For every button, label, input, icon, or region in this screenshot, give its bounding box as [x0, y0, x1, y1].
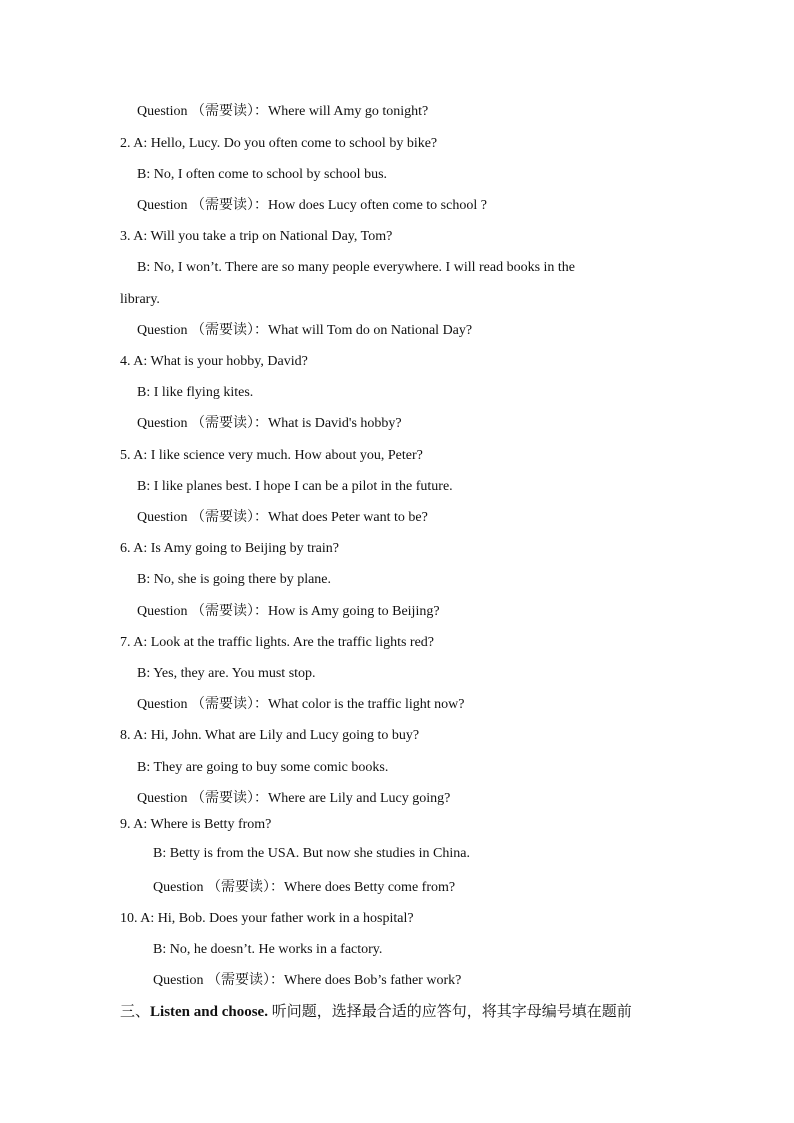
dialog-4-a: 4. A: What is your hobby, David? — [120, 354, 308, 369]
question-7: Question （需要读）：What color is the traffic light now? — [137, 697, 465, 712]
dialog-2-a: 2. A: Hello, Lucy. Do you often come to school by bike? — [120, 136, 438, 151]
question-4: Question （需要读）：What is David's hobby? — [137, 416, 402, 431]
dialog-3-a: 3. A: Will you take a trip on National Day, Tom? — [120, 229, 393, 244]
question-10: Question （需要读）：Where does Bob’s father work? — [153, 973, 462, 988]
section-3-title: Listen and choose. — [150, 1004, 268, 1020]
dialog-2-b: B: No, I often come to school by school bus. — [137, 167, 388, 182]
dialog-5-a: 5. A: I like science very much. How about you, Peter? — [120, 448, 423, 463]
question-9: Question （需要读）：Where does Betty come from? — [153, 880, 456, 895]
question-3: Question （需要读）：What will Tom do on National Day? — [137, 323, 473, 338]
dialog-6-b: B: No, she is going there by plane. — [137, 572, 332, 587]
question-6: Question （需要读）：How is Amy going to Beijing? — [137, 604, 440, 619]
question-1: Question （需要读）：Where will Amy go tonight? — [137, 104, 429, 119]
dialog-7-b: B: Yes, they are. You must stop. — [137, 666, 316, 681]
dialog-8-b: B: They are going to buy some comic books. — [137, 760, 389, 775]
dialog-10-a: 10. A: Hi, Bob. Does your father work in a hospital? — [120, 911, 414, 926]
section-3-prefix: 三、 — [120, 1004, 151, 1020]
dialog-8-a: 8. A: Hi, John. What are Lily and Lucy going to buy? — [120, 728, 420, 743]
dialog-10-b: B: No, he doesn’t. He works in a factory. — [153, 942, 383, 957]
question-8: Question （需要读）：Where are Lily and Lucy going? — [137, 791, 451, 806]
dialog-3-b: B: No, I won’t. There are so many people everywhere. I will read books in the — [137, 260, 576, 275]
section-3-heading — [120, 1003, 632, 1021]
question-2: Question （需要读）：How does Lucy often come to school ? — [137, 198, 487, 213]
dialog-4-b: B: I like flying kites. — [137, 385, 254, 400]
dialog-6-a: 6. A: Is Amy going to Beijing by train? — [120, 541, 339, 556]
question-5: Question （需要读）：What does Peter want to be? — [137, 510, 428, 525]
dialog-9-a: 9. A: Where is Betty from? — [120, 817, 272, 832]
dialog-5-b: B: I like planes best. I hope I can be a pilot in the future. — [137, 479, 453, 494]
dialog-7-a: 7. A: Look at the traffic lights. Are the traffic lights red? — [120, 635, 435, 650]
dialog-9-b: B: Betty is from the USA. But now she studies in China. — [153, 846, 470, 861]
section-3-instruction: 听问题，选择最合适的应答句，将其字母编号填在题前 — [271, 1004, 632, 1020]
dialog-3-b-cont: library. — [120, 292, 160, 307]
